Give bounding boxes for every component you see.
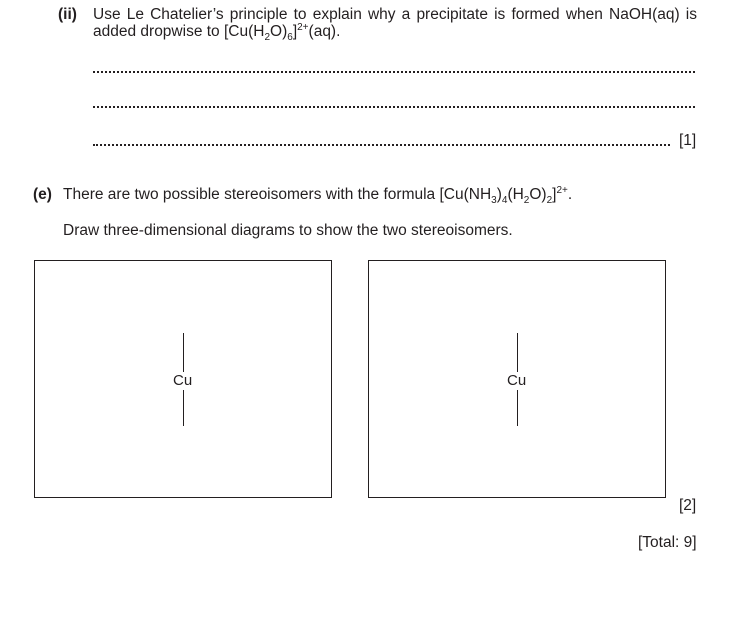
copper-atom-label: Cu [507, 372, 527, 389]
paren-h: (H [507, 186, 524, 203]
part-ii-question-line2 [93, 21, 341, 44]
part-ii-question-line1: Use Le Chatelier’s principle to explain why a precipitate is formed when NaOH(aq) is [93, 6, 697, 23]
subscript-2: 2 [264, 32, 271, 44]
answer-line-2[interactable] [93, 106, 695, 108]
answer-line-1[interactable] [93, 71, 695, 73]
subscript-2b: 2 [546, 195, 553, 207]
subscript-6: 6 [287, 32, 293, 44]
drawing-box-right[interactable] [368, 260, 666, 498]
formula-o: O) [270, 23, 288, 40]
bond-up-line [517, 333, 518, 372]
subscript-4: 4 [501, 195, 508, 207]
drawing-box-left[interactable] [34, 260, 332, 498]
formula-suffix: (aq). [308, 23, 341, 40]
bond-up-line [183, 333, 184, 372]
formula-bracket: ] [552, 186, 557, 203]
part-ii-label: (ii) [58, 6, 77, 23]
formula-prefix: added dropwise to [Cu(H [93, 23, 265, 40]
bond-down-line [517, 390, 518, 426]
part-e-question [63, 184, 573, 207]
formula-bracket: ] [292, 23, 298, 40]
part-e-instruction: Draw three-dimensional diagrams to show the two stereoisomers. [63, 222, 513, 239]
paren-o: O) [529, 186, 547, 203]
total-marks: [Total: 9] [638, 534, 697, 551]
formula-prefix: There are two possible stereoisomers with the formula [Cu(NH [63, 186, 492, 203]
charge-superscript: 2+ [556, 184, 568, 196]
part-e-label: (e) [33, 186, 52, 203]
paren-close: ) [496, 186, 502, 203]
part-ii-marks: [1] [679, 132, 697, 149]
bond-down-line [183, 390, 184, 426]
formula-period: . [567, 186, 573, 203]
subscript-3: 3 [491, 195, 497, 207]
copper-atom-label: Cu [173, 372, 193, 389]
answer-line-3[interactable] [93, 144, 670, 146]
subscript-2: 2 [523, 195, 530, 207]
part-e-marks: [2] [679, 497, 697, 514]
charge-superscript: 2+ [297, 21, 309, 33]
